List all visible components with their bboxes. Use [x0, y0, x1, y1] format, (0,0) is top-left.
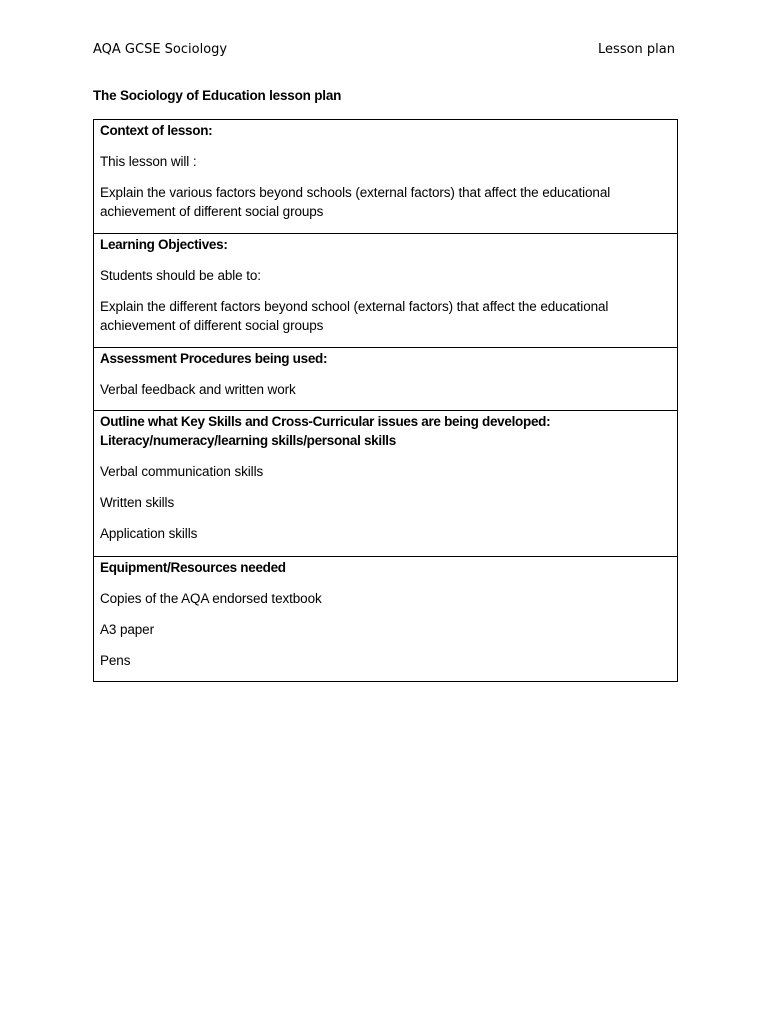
section-heading: Equipment/Resources needed — [100, 560, 286, 575]
section-assessment-procedures — [94, 348, 677, 411]
section-text: Written skills — [100, 495, 175, 510]
page-header — [93, 42, 675, 62]
section-context — [94, 120, 677, 234]
header-document-type: Lesson plan — [598, 42, 675, 57]
section-text: Verbal communication skills — [100, 464, 264, 479]
section-heading: Assessment Procedures being used: — [100, 351, 328, 366]
section-text: Explain the different factors beyond school (external factors) that affect the educational achievement of different social groups — [100, 299, 609, 333]
lesson-plan-table — [93, 119, 678, 682]
section-text: Pens — [100, 653, 131, 668]
header-course-name: AQA GCSE Sociology — [93, 42, 228, 57]
section-learning-objectives — [94, 234, 677, 348]
section-equipment-resources — [94, 557, 677, 681]
section-text: Verbal feedback and written work — [100, 382, 296, 397]
section-key-skills — [94, 411, 677, 557]
section-text: Copies of the AQA endorsed textbook — [100, 591, 322, 606]
section-heading: Context of lesson: — [100, 123, 213, 138]
section-heading: Outline what Key Skills and Cross-Curricular issues are being developed: Literacy/numeracy/learning skills/personal skills — [100, 414, 551, 448]
document-title: The Sociology of Education lesson plan — [93, 88, 342, 103]
section-text: Students should be able to: — [100, 268, 261, 283]
section-text: Application skills — [100, 526, 198, 541]
section-heading: Learning Objectives: — [100, 237, 228, 252]
section-text: Explain the various factors beyond schools (external factors) that affect the educational achievement of different social groups — [100, 185, 611, 219]
section-text: A3 paper — [100, 622, 154, 637]
section-text: This lesson will : — [100, 154, 197, 169]
